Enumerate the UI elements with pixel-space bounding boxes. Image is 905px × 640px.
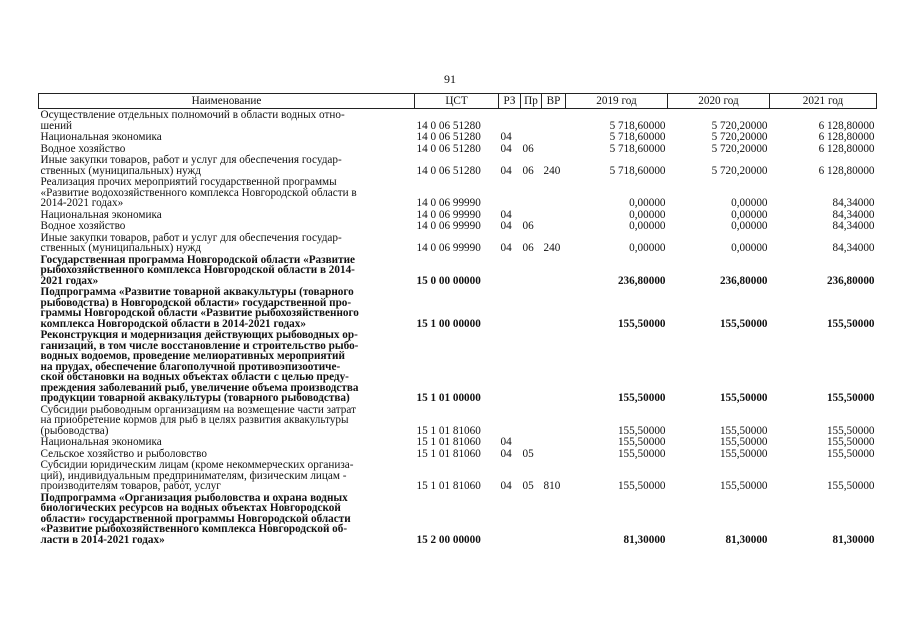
row-vr: 240 — [543, 242, 561, 254]
table-body — [39, 109, 877, 546]
row-vr — [542, 492, 566, 546]
table-row — [39, 448, 877, 460]
row-value-2020: 0,00000 — [731, 220, 768, 232]
row-value-2019: 155,50000 — [617, 447, 666, 460]
row-value-2021: 155,50000 — [826, 447, 875, 460]
row-pr — [521, 492, 542, 546]
row-rz: 04 — [500, 220, 512, 232]
row-value-2021: 6 128,80000 — [818, 131, 875, 143]
row-cst: 15 1 01 81060 — [416, 436, 481, 448]
header-name: Наименование — [39, 94, 415, 109]
row-pr — [521, 254, 542, 287]
row-name: Национальная экономика — [40, 208, 162, 221]
header-2020: 2020 год — [668, 94, 770, 109]
row-value-2020: 0,00000 — [731, 242, 768, 254]
row-name: Подпрограмма «Развитие товарной аквакультуры (товарного рыбоводства) в Новгородской области» государственной про- граммы Новгородской области «Развитие рыбохозяйственного комплекса Новгородской области в 2014-2021 годах» — [40, 286, 359, 330]
row-value-2019: 155,50000 — [617, 317, 666, 330]
row-name: Иные закупки товаров, работ и услуг для обеспечения государ- ственных (муниципальных) нужд — [40, 231, 342, 254]
row-value-2021: 6 128,80000 — [818, 119, 875, 132]
row-rz: 04 — [500, 131, 512, 143]
row-vr: 810 — [543, 480, 561, 492]
row-value-2020: 81,30000 — [725, 533, 768, 546]
row-value-2021: 84,34000 — [832, 208, 875, 221]
row-pr — [521, 404, 542, 437]
row-vr — [542, 286, 566, 329]
row-value-2019: 155,50000 — [617, 436, 666, 448]
row-vr — [542, 143, 566, 155]
table-row — [39, 254, 877, 287]
row-value-2021: 84,34000 — [832, 220, 875, 232]
table-row — [39, 131, 877, 143]
row-value-2019: 0,00000 — [629, 242, 666, 254]
row-name: Субсидии юридическим лицам (кроме некоммерческих организа- ций), индивидуальным предпринимателям, физическим лицам - производителям товаров, работ, услуг — [40, 459, 354, 492]
row-cst: 15 1 01 81060 — [416, 424, 481, 437]
row-cst: 14 0 06 99990 — [416, 242, 481, 254]
row-vr — [542, 436, 566, 448]
table-row — [39, 492, 877, 546]
header-2019: 2019 год — [566, 94, 668, 109]
row-rz: 04 — [500, 436, 512, 448]
row-value-2020: 5 720,20000 — [711, 131, 768, 143]
row-cst: 14 0 06 51280 — [416, 119, 481, 132]
row-rz — [499, 176, 521, 209]
row-rz — [499, 254, 521, 287]
row-cst: 15 1 01 00000 — [416, 392, 481, 404]
row-value-2020: 155,50000 — [719, 447, 768, 460]
row-rz: 04 — [500, 208, 512, 221]
table-row — [39, 143, 877, 155]
row-pr: 06 — [522, 242, 534, 254]
table-row — [39, 404, 877, 437]
row-rz — [499, 109, 521, 132]
row-value-2019: 236,80000 — [617, 274, 666, 287]
row-value-2021: 155,50000 — [826, 392, 875, 404]
page-number: 91 — [444, 72, 456, 86]
row-rz: 04 — [500, 242, 512, 254]
row-name: Национальная экономика — [40, 436, 162, 448]
table-row — [39, 220, 877, 232]
row-cst: 14 0 06 99990 — [416, 197, 481, 209]
row-value-2020: 155,50000 — [719, 424, 768, 437]
row-value-2020: 155,50000 — [719, 317, 768, 330]
row-value-2021: 236,80000 — [826, 274, 875, 287]
table-row — [39, 176, 877, 209]
row-cst: 15 1 01 81060 — [416, 480, 481, 492]
row-name: Сельское хозяйство и рыболовство — [40, 447, 207, 460]
row-value-2020: 236,80000 — [719, 274, 768, 287]
row-pr — [521, 209, 542, 221]
row-cst: 14 0 06 51280 — [416, 142, 481, 155]
row-value-2020: 5 720,20000 — [711, 142, 768, 155]
row-vr — [542, 448, 566, 460]
row-pr — [521, 286, 542, 329]
header-2021: 2021 год — [770, 94, 877, 109]
header-rz: РЗ — [499, 94, 521, 109]
row-vr — [542, 329, 566, 404]
row-cst: 15 1 00 00000 — [416, 317, 481, 330]
row-value-2020: 155,50000 — [719, 436, 768, 448]
row-name: Водное хозяйство — [40, 220, 126, 232]
row-value-2021: 6 128,80000 — [818, 164, 875, 177]
row-rz — [499, 286, 521, 329]
row-name: Реализация прочих мероприятий государственной программы «Развитие водохозяйственного комплекса Новгородской области в 2014-2021 годах» — [40, 176, 357, 209]
row-value-2020: 0,00000 — [731, 208, 768, 221]
row-name: Государственная программа Новгородской области «Развитие рыбохозяйственного комплекса Новгородской области в 2014- 2021 годах» — [40, 253, 356, 287]
table-row — [39, 329, 877, 404]
header-cst: ЦСТ — [415, 94, 499, 109]
row-pr: 06 — [522, 142, 534, 155]
row-value-2019: 81,30000 — [623, 533, 666, 546]
row-value-2021: 6 128,80000 — [818, 142, 875, 155]
row-rz: 04 — [500, 164, 512, 177]
row-cst: 15 0 00 00000 — [416, 274, 481, 287]
row-rz — [499, 404, 521, 437]
table-row — [39, 286, 877, 329]
table-row — [39, 459, 877, 492]
row-name: Субсидии рыбоводным организациям на возмещение части затрат на приобретение кормов для рыб в целях развития аквакультуры (рыбоводства) — [40, 403, 356, 437]
row-value-2021: 84,34000 — [832, 197, 875, 209]
row-value-2020: 5 720,20000 — [711, 119, 768, 132]
row-pr — [521, 329, 542, 404]
row-cst: 14 0 06 99990 — [416, 220, 481, 232]
row-vr — [542, 209, 566, 221]
row-name: Осуществление отдельных полномочий в области водных отно- шений — [40, 109, 345, 132]
table-row — [39, 209, 877, 221]
row-value-2020: 155,50000 — [719, 480, 768, 492]
table-row — [39, 436, 877, 448]
row-cst: 14 0 06 51280 — [416, 164, 481, 177]
row-pr — [521, 131, 542, 143]
row-rz: 04 — [500, 142, 512, 155]
row-cst: 14 0 06 99990 — [416, 208, 481, 221]
row-vr — [542, 404, 566, 437]
row-value-2020: 0,00000 — [731, 197, 768, 209]
row-value-2019: 5 718,60000 — [609, 142, 666, 155]
row-pr — [521, 176, 542, 209]
row-value-2019: 155,50000 — [617, 392, 666, 404]
row-vr: 240 — [543, 164, 561, 177]
row-value-2021: 155,50000 — [826, 436, 875, 448]
header-vr: ВР — [542, 94, 566, 109]
row-cst: 15 1 01 81060 — [416, 447, 481, 460]
row-value-2019: 5 718,60000 — [609, 164, 666, 177]
row-value-2021: 155,50000 — [826, 480, 875, 492]
row-pr — [521, 109, 542, 132]
row-name: Подпрограмма «Организация рыболовства и охрана водных биологических ресурсов на водных объектах Новгородской области» государственной программы Новгородской области «Развитие рыбохозяйственного комплекса Новгородской об- ласти в 2014-2021 годах» — [40, 491, 351, 546]
row-value-2019: 155,50000 — [617, 424, 666, 437]
row-vr — [542, 131, 566, 143]
row-value-2019: 0,00000 — [629, 220, 666, 232]
row-name: Иные закупки товаров, работ и услуг для обеспечения государ- ственных (муниципальных) нужд — [40, 154, 342, 177]
row-value-2019: 0,00000 — [629, 208, 666, 221]
row-pr — [521, 436, 542, 448]
table-row — [39, 154, 877, 176]
row-value-2021: 155,50000 — [826, 424, 875, 437]
row-value-2019: 5 718,60000 — [609, 119, 666, 132]
row-value-2020: 155,50000 — [719, 392, 768, 404]
row-value-2020: 5 720,20000 — [711, 164, 768, 177]
row-cst: 14 0 06 51280 — [416, 131, 481, 143]
row-value-2019: 0,00000 — [629, 197, 666, 209]
row-pr: 06 — [522, 220, 534, 232]
row-value-2019: 5 718,60000 — [609, 131, 666, 143]
budget-table — [38, 93, 877, 545]
table-header-row — [39, 94, 877, 109]
header-pr: Пр — [521, 94, 542, 109]
row-pr: 06 — [522, 164, 534, 177]
row-rz — [499, 329, 521, 404]
row-rz: 04 — [500, 480, 512, 492]
row-value-2021: 81,30000 — [832, 533, 875, 546]
row-rz — [499, 492, 521, 546]
row-vr — [542, 176, 566, 209]
table-row — [39, 232, 877, 254]
row-pr: 05 — [522, 480, 534, 492]
row-vr — [542, 109, 566, 132]
row-vr — [542, 220, 566, 232]
row-pr: 05 — [522, 447, 534, 460]
row-value-2021: 84,34000 — [832, 242, 875, 254]
table-row — [39, 109, 877, 132]
row-value-2021: 155,50000 — [826, 317, 875, 330]
row-cst: 15 2 00 00000 — [416, 533, 481, 546]
row-name: Реконструкция и модернизация действующих рыбоводных ор- ганизаций, в том числе восстановление и строительство рыбо- водных водоемов, проведение мелиоративных мероприятий на прудах, обеспечение благополучной противоэпизоотиче- ской обстановки на водных объектах области с целью преду- преждения заболеваний рыб, увеличение объема производства продукции товарной аквакультуры (товарного рыбоводства) — [40, 329, 359, 404]
row-vr — [542, 254, 566, 287]
row-name: Водное хозяйство — [40, 142, 126, 155]
row-name: Национальная экономика — [40, 131, 162, 143]
row-rz: 04 — [500, 447, 512, 460]
row-value-2019: 155,50000 — [617, 480, 666, 492]
